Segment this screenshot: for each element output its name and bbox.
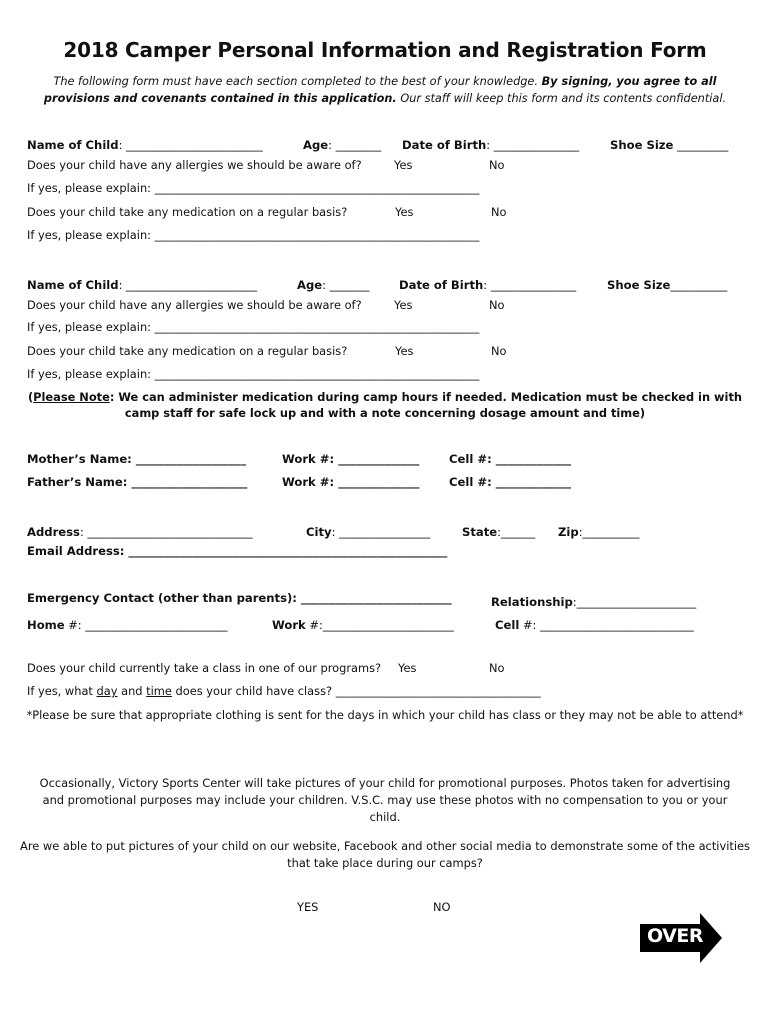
class-yes[interactable]: Yes bbox=[398, 661, 417, 675]
relationship-field[interactable]: :_____________________ bbox=[572, 595, 697, 609]
clothing-note: *Please be sure that appropriate clothing is sent for the days in which your child has class or they may not be able to attend* bbox=[26, 708, 744, 722]
child2-medication-yes[interactable]: Yes bbox=[395, 344, 414, 358]
relationship bbox=[491, 591, 696, 610]
child1-dob bbox=[402, 134, 579, 153]
note-text: : We can administer medication during camp hours if needed. Medication must be checked in with camp staff for safe lock up and with a note concerning dosage amount and time) bbox=[109, 390, 743, 420]
child1-shoe bbox=[610, 134, 728, 153]
photo-yes-option[interactable]: YES bbox=[297, 900, 319, 914]
child2-dob-label: Date of Birth bbox=[399, 278, 484, 292]
child2-name-label: Name of Child bbox=[27, 278, 119, 292]
work-label: Work bbox=[272, 618, 306, 632]
child1-medication-explain[interactable]: If yes, please explain: _________________________________________________________ bbox=[27, 228, 480, 242]
child1-name-row bbox=[27, 134, 263, 153]
state-label: State bbox=[462, 525, 498, 539]
child2-medication-explain[interactable]: If yes, please explain: _________________________________________________________ bbox=[27, 367, 480, 381]
child1-medication-yes[interactable]: Yes bbox=[395, 205, 414, 219]
child2-shoe bbox=[607, 274, 727, 293]
class-followup-post: does your child have class? ____________________________________ bbox=[171, 684, 541, 698]
child1-dob-label: Date of Birth bbox=[402, 138, 487, 152]
child1-age-field[interactable]: : ________ bbox=[328, 138, 382, 152]
zip-label: Zip bbox=[558, 525, 579, 539]
address-row bbox=[27, 521, 253, 540]
class-followup[interactable] bbox=[27, 684, 541, 698]
child1-shoe-label: Shoe Size bbox=[610, 138, 674, 152]
class-followup-time: time bbox=[146, 684, 172, 698]
home-phone bbox=[27, 614, 228, 633]
child2-allergy-yes[interactable]: Yes bbox=[394, 298, 413, 312]
child1-name-field[interactable]: : ________________________ bbox=[118, 138, 263, 152]
child2-medication-question: Does your child take any medication on a regular basis? bbox=[27, 344, 348, 358]
class-followup-and: and bbox=[117, 684, 147, 698]
class-no[interactable]: No bbox=[489, 661, 505, 675]
mother-work-field[interactable]: Work #: ______________ bbox=[282, 452, 420, 466]
child1-allergy-explain[interactable]: If yes, please explain: _________________________________________________________ bbox=[27, 181, 480, 195]
child2-age-field[interactable]: : _______ bbox=[322, 278, 370, 292]
state-field[interactable]: :______ bbox=[497, 525, 536, 539]
medication-note bbox=[20, 389, 750, 421]
child2-shoe-field[interactable]: __________ bbox=[670, 278, 728, 292]
home-label: Home bbox=[27, 618, 65, 632]
child2-age bbox=[297, 274, 369, 293]
child2-dob bbox=[399, 274, 576, 293]
intro-paragraph bbox=[30, 73, 740, 107]
father-cell-field[interactable]: Cell #: _____________ bbox=[449, 475, 572, 489]
child1-medication-no[interactable]: No bbox=[491, 205, 507, 219]
over-label: OVER bbox=[647, 925, 703, 947]
child1-shoe-field[interactable]: _________ bbox=[673, 138, 729, 152]
child1-name-label: Name of Child bbox=[27, 138, 119, 152]
city bbox=[306, 521, 430, 540]
child1-allergy-question: Does your child have any allergies we should be aware of? bbox=[27, 158, 362, 172]
father-work-field[interactable]: Work #: ______________ bbox=[282, 475, 420, 489]
father-name-field[interactable]: Father’s Name: ____________________ bbox=[27, 475, 248, 489]
work-phone bbox=[272, 614, 454, 633]
cell-field[interactable]: #: ___________________________ bbox=[519, 618, 694, 632]
child1-allergy-no[interactable]: No bbox=[489, 158, 505, 172]
relationship-label: Relationship bbox=[491, 595, 573, 609]
mother-name-field[interactable]: Mother’s Name: ___________________ bbox=[27, 452, 246, 466]
child2-allergy-explain[interactable]: If yes, please explain: _________________________________________________________ bbox=[27, 320, 480, 334]
home-field[interactable]: #: _________________________ bbox=[64, 618, 228, 632]
child2-allergy-question: Does your child have any allergies we should be aware of? bbox=[27, 298, 362, 312]
note-open-paren: ( bbox=[27, 390, 34, 404]
child2-age-label: Age bbox=[297, 278, 323, 292]
city-label: City bbox=[306, 525, 332, 539]
child2-shoe-label: Shoe Size bbox=[607, 278, 671, 292]
cell-label: Cell bbox=[495, 618, 520, 632]
email-field[interactable]: Email Address: _______________________________________________________ bbox=[27, 544, 448, 558]
mother-cell-field[interactable]: Cell #: _____________ bbox=[449, 452, 572, 466]
class-followup-pre: If yes, what bbox=[27, 684, 97, 698]
child2-dob-field[interactable]: : _______________ bbox=[483, 278, 577, 292]
child1-age bbox=[303, 134, 381, 153]
intro-text-1: The following form must have each section completed to the best of your knowledge. bbox=[53, 75, 538, 88]
child2-name-row bbox=[27, 274, 257, 293]
work-field[interactable]: #:_______________________ bbox=[305, 618, 454, 632]
class-followup-day: day bbox=[96, 684, 118, 698]
child1-allergy-yes[interactable]: Yes bbox=[394, 158, 413, 172]
zip bbox=[558, 521, 639, 540]
intro-bold-text: By signing, you agree to all provisions and covenants contained in this application. bbox=[43, 75, 717, 105]
child2-allergy-no[interactable]: No bbox=[489, 298, 505, 312]
city-field[interactable]: : ________________ bbox=[331, 525, 431, 539]
form-title: 2018 Camper Personal Information and Registration Form bbox=[63, 38, 707, 62]
class-question: Does your child currently take a class in one of our programs? bbox=[27, 661, 382, 675]
intro-text-2: Our staff will keep this form and its contents confidential. bbox=[400, 92, 727, 105]
cell-phone bbox=[495, 614, 694, 633]
photo-permission-question: Are we able to put pictures of your child on our website, Facebook and other social media to demonstrate some of the activities that take place during our camps? bbox=[20, 839, 750, 870]
address-label: Address bbox=[27, 525, 80, 539]
child1-medication-question: Does your child take any medication on a regular basis? bbox=[27, 205, 348, 219]
child2-name-field[interactable]: : _______________________ bbox=[118, 278, 258, 292]
zip-field[interactable]: :__________ bbox=[578, 525, 640, 539]
child1-age-label: Age bbox=[303, 138, 329, 152]
photo-no-option[interactable]: NO bbox=[433, 900, 451, 914]
emergency-contact-field[interactable]: Emergency Contact (other than parents): __________________________ bbox=[27, 591, 452, 605]
note-label: Please Note bbox=[33, 390, 110, 404]
photo-policy-paragraph: Occasionally, Victory Sports Center will take pictures of your child for promotional purposes. Photos taken for advertising and promotional purposes may include your children. V.S.C. may use these photos with no compensation to you or your child. bbox=[39, 776, 731, 824]
state bbox=[462, 521, 535, 540]
child2-medication-no[interactable]: No bbox=[491, 344, 507, 358]
child1-dob-field[interactable]: : _______________ bbox=[486, 138, 580, 152]
address-field[interactable]: : _____________________________ bbox=[79, 525, 253, 539]
